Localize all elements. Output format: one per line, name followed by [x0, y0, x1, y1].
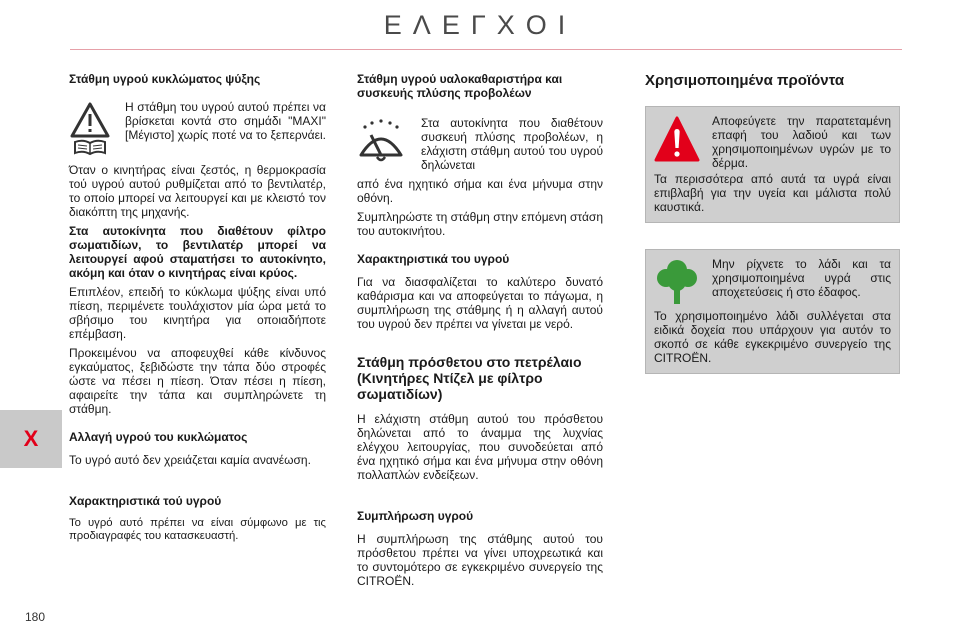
washer-icon-text: Στα αυτοκίνητα που διαθέτουν συσκευή πλύσης προβολέων, η ελάχιστη στάθμη αυτού του υγρού δηλώνεται — [421, 116, 603, 172]
note1-icon-text: Αποφεύγετε την παρατεταμένη επαφή του λαδιού και των χρησιμοποιημένων υγρών με το δέρμα. — [712, 114, 891, 170]
coolant-warning-block — [69, 100, 326, 158]
column-washer — [357, 72, 603, 593]
environment-tree-icon — [654, 257, 700, 307]
page-number: 180 — [25, 610, 46, 624]
note2-text: Το χρησιμοποιημένο λάδι συλλέγεται στα ειδικά δοχεία που υπάρχουν για αυτόν το σκοπό σε κάθε εγκεκριμένο συνεργείο της CITROËN. — [654, 309, 891, 365]
washer-fluid-icon — [357, 116, 405, 164]
washer-block — [357, 116, 603, 172]
note-disposal — [645, 249, 900, 374]
heading-coolant-level: Στάθμη υγρού κυκλώματος ψύξης — [69, 72, 261, 86]
heading-coolant-specs: Χαρακτηριστικά τού υγρού — [69, 494, 222, 508]
heading-fluid-topup: Συμπλήρωση υγρού — [357, 509, 474, 523]
coolant-p4: Προκειμένου να αποφευχθεί κάθε κίνδυνος εγκαύματος, ξεβιδώστε την τάπα δύο στροφές ώστε να πέσει η πίεση. Όταν πέσει η πίεση, αφαιρείτε την τάπα και συμπληρώνετε τη στάθμη. — [69, 346, 326, 416]
heading-diesel-additive: Στάθμη πρόσθετου στο πετρέλαιο (Κινητήρες Ντίζελ με φίλτρο σωματιδίων) — [357, 354, 582, 402]
washer-p3: Για να διασφαλίζεται το καλύτερο δυνατό καθάρισμα και να αποφεύγεται το πάγωμα, η συμπλήρωση της στάθμης ή η αλλαγή αυτού του υγρού δεν πρέπει να γίνεται με νερό. — [357, 275, 603, 331]
note-skin-contact — [645, 106, 900, 223]
coolant-p3: Επιπλέον, επειδή το κύκλωμα ψύξης είναι υπό πίεση, περιμένετε τουλάχιστον μία ώρα μετά το σβήσιμο του κινητήρα για οποιαδήποτε επέμβαση. — [69, 285, 326, 341]
note1-text: Τα περισσότερα από αυτά τα υγρά είναι επιβλαβή για την υγεία και μάλιστα πολύ καυστικά. — [654, 172, 891, 214]
additive-p4: Η ελάχιστη στάθμη αυτού του πρόσθετου δηλώνεται από το άναμμα της λυχνίας ελέγχου λειτουργίας, που συνοδεύεται από ένα ηχητικό σήμα και ένα μήνυμα στην οθόνη πολλαπλών ενδείξεων. — [357, 412, 603, 482]
heading-washer-specs: Χαρακτηριστικά του υγρού — [357, 252, 510, 266]
chapter-letter: X — [23, 426, 39, 451]
column-coolant — [69, 72, 326, 548]
title-rule — [70, 49, 902, 50]
coolant-p1: Όταν ο κινητήρας είναι ζεστός, η θερμοκρασία τού υγρού αυτού ρυθμίζεται από το βεντιλατέρ, το οποίο μπορεί να λειτουργεί και με κλειστό τον διακόπτη της μηχανής. — [69, 163, 326, 219]
heading-coolant-change: Αλλαγή υγρού του κυκλώματος — [69, 430, 248, 444]
column-used-products — [645, 72, 900, 374]
washer-p2: Συμπληρώστε τη στάθμη στην επόμενη στάση του αυτοκινήτου. — [357, 210, 603, 238]
coolant-level-text: Η στάθμη του υγρού αυτού πρέπει να βρίσκεται κοντά στο σημάδι "MAXI" [Μέγιστο] χωρίς ποτέ να το ξεπερνάει. — [125, 100, 326, 142]
note2-icon-text: Μην ρίχνετε το λάδι και τα χρησιμοποιημένα υγρά στις αποχετεύσεις ή στο έδαφος. — [712, 257, 891, 299]
washer-p1: από ένα ηχητικό σήμα και ένα μήνυμα στην οθόνη. — [357, 177, 603, 205]
coolant-p6: Το υγρό αυτό πρέπει να είναι σύμφωνο με τις προδιαγραφές του κατασκευαστή. — [69, 517, 326, 542]
additive-p5: Η συμπλήρωση της στάθμης αυτού του πρόσθετου πρέπει να γίνει υποχρεωτικά και το συντομότερο σε εγκεκριμένο συνεργείο της CITROËN. — [357, 532, 603, 588]
page-title: ΕΛΕΓΧΟΙ — [383, 10, 577, 40]
danger-warning-icon — [654, 114, 700, 164]
heading-used-products: Χρησιμοποιημένα προϊόντα — [645, 72, 845, 89]
chapter-tab[interactable] — [0, 410, 62, 468]
note1-icon-block — [654, 114, 891, 170]
note2-icon-block — [654, 257, 891, 307]
coolant-p5: Το υγρό αυτό δεν χρειάζεται καμία ανανέωση. — [69, 453, 311, 467]
heading-washer-level: Στάθμη υγρού υαλοκαθαριστήρα και συσκευής πλύσης προβολέων — [357, 72, 563, 100]
coolant-p2-bold: Στα αυτοκίνητα που διαθέτουν φίλτρο σωματιδίων, το βεντιλατέρ μπορεί να λειτουργεί αφού σταματήσει το αυτοκίνητο, ακόμη και όταν ο κινητήρας είναι κρύος. — [69, 224, 326, 280]
warning-book-icon — [69, 100, 111, 158]
